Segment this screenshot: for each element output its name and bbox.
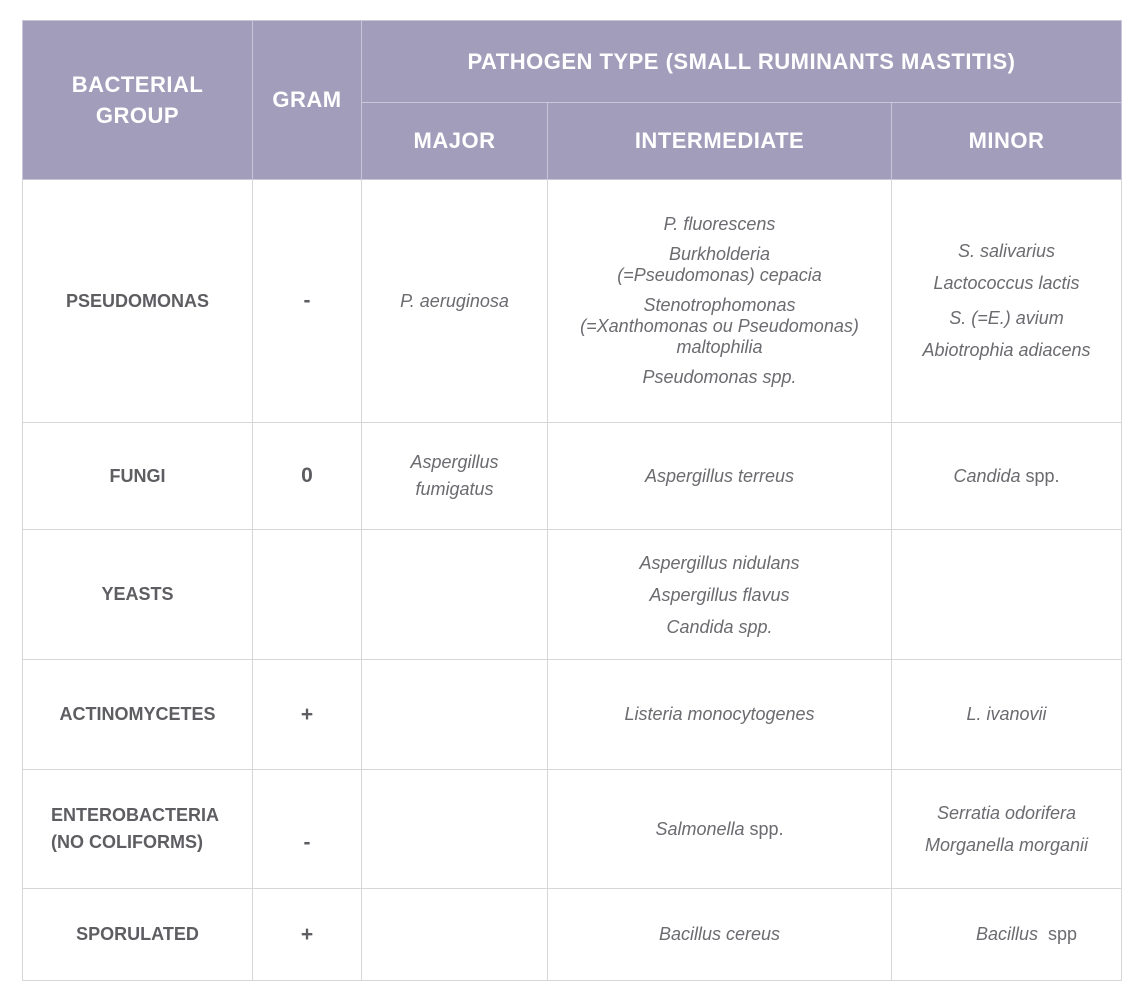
group-line1: ENTEROBACTERIA <box>51 805 220 825</box>
species: Burkholderia (=Pseudomonas) cepacia <box>617 244 822 285</box>
header-bacterial-group-line2: GROUP <box>95 103 180 128</box>
header-minor: MINOR <box>892 103 1122 180</box>
gram-cell: - <box>253 180 362 423</box>
species: S. (=E.) avium Abiotrophia adiacens <box>922 308 1091 360</box>
intermediate-cell: Bacillus cereus <box>548 889 892 981</box>
species: fumigatus <box>415 479 494 499</box>
major-cell <box>362 423 548 530</box>
intermediate-cell <box>548 530 892 660</box>
header-major: MAJOR <box>362 103 548 180</box>
minor-cell <box>892 770 1122 889</box>
species: Aspergillus <box>410 452 499 472</box>
major-cell <box>362 660 548 770</box>
minor-cell <box>892 423 1122 530</box>
species: Stenotrophomonas (=Xanthomonas ou Pseudomonas) maltophilia <box>580 295 859 357</box>
header-bacterial-group-line1: BACTERIAL <box>71 72 204 97</box>
species: Pseudomonas spp. <box>642 367 797 387</box>
major-cell <box>362 770 548 889</box>
intermediate-cell: Listeria monocytogenes <box>548 660 892 770</box>
table-row <box>23 423 1122 530</box>
species: Aspergillus flavus <box>649 584 790 605</box>
table-row <box>23 180 1122 423</box>
table-row <box>23 889 1122 981</box>
species: Aspergillus nidulans <box>639 552 800 573</box>
group-cell: ACTINOMYCETES <box>23 660 253 770</box>
species-suffix: spp. <box>744 818 784 839</box>
species-genus: Bacillus <box>975 924 1038 944</box>
header-bacterial-group <box>23 21 253 180</box>
table-row <box>23 530 1122 660</box>
group-cell: YEASTS <box>23 530 253 660</box>
group-cell: SPORULATED <box>23 889 253 981</box>
gram-cell: - <box>253 770 362 889</box>
group-cell: PSEUDOMONAS <box>23 180 253 423</box>
minor-cell <box>892 530 1122 660</box>
gram-cell: + <box>253 889 362 981</box>
table-row <box>23 660 1122 770</box>
intermediate-cell <box>548 180 892 423</box>
species-suffix: spp. <box>1020 465 1060 486</box>
gram-cell: 0 <box>253 423 362 530</box>
minor-cell <box>892 180 1122 423</box>
species-genus: Salmonella <box>655 818 745 839</box>
group-cell: FUNGI <box>23 423 253 530</box>
header-pathogen-type: PATHOGEN TYPE (SMALL RUMINANTS MASTITIS) <box>362 21 1122 103</box>
gram-cell <box>253 530 362 660</box>
gram-cell: + <box>253 660 362 770</box>
major-cell <box>362 889 548 981</box>
intermediate-cell <box>548 770 892 889</box>
species: P. fluorescens <box>663 214 776 234</box>
species: Candida spp. <box>666 616 773 637</box>
species: Serratia odorifera <box>936 803 1077 823</box>
species: P. aeruginosa <box>400 290 509 311</box>
species-genus: Candida <box>953 465 1021 486</box>
major-cell <box>362 530 548 660</box>
major-cell <box>362 180 548 423</box>
species-suffix: spp <box>1038 924 1078 944</box>
pathogen-table <box>22 20 1122 981</box>
minor-cell <box>892 889 1122 981</box>
header-intermediate: INTERMEDIATE <box>548 103 892 180</box>
header-gram: GRAM <box>253 21 362 180</box>
species: Morganella morganii <box>924 835 1089 855</box>
species: S. salivarius Lactococcus lactis <box>933 241 1080 293</box>
intermediate-cell: Aspergillus terreus <box>548 423 892 530</box>
group-line2: (NO COLIFORMS) <box>51 832 203 852</box>
table-row <box>23 770 1122 889</box>
minor-cell: L. ivanovii <box>892 660 1122 770</box>
group-cell <box>23 770 253 889</box>
